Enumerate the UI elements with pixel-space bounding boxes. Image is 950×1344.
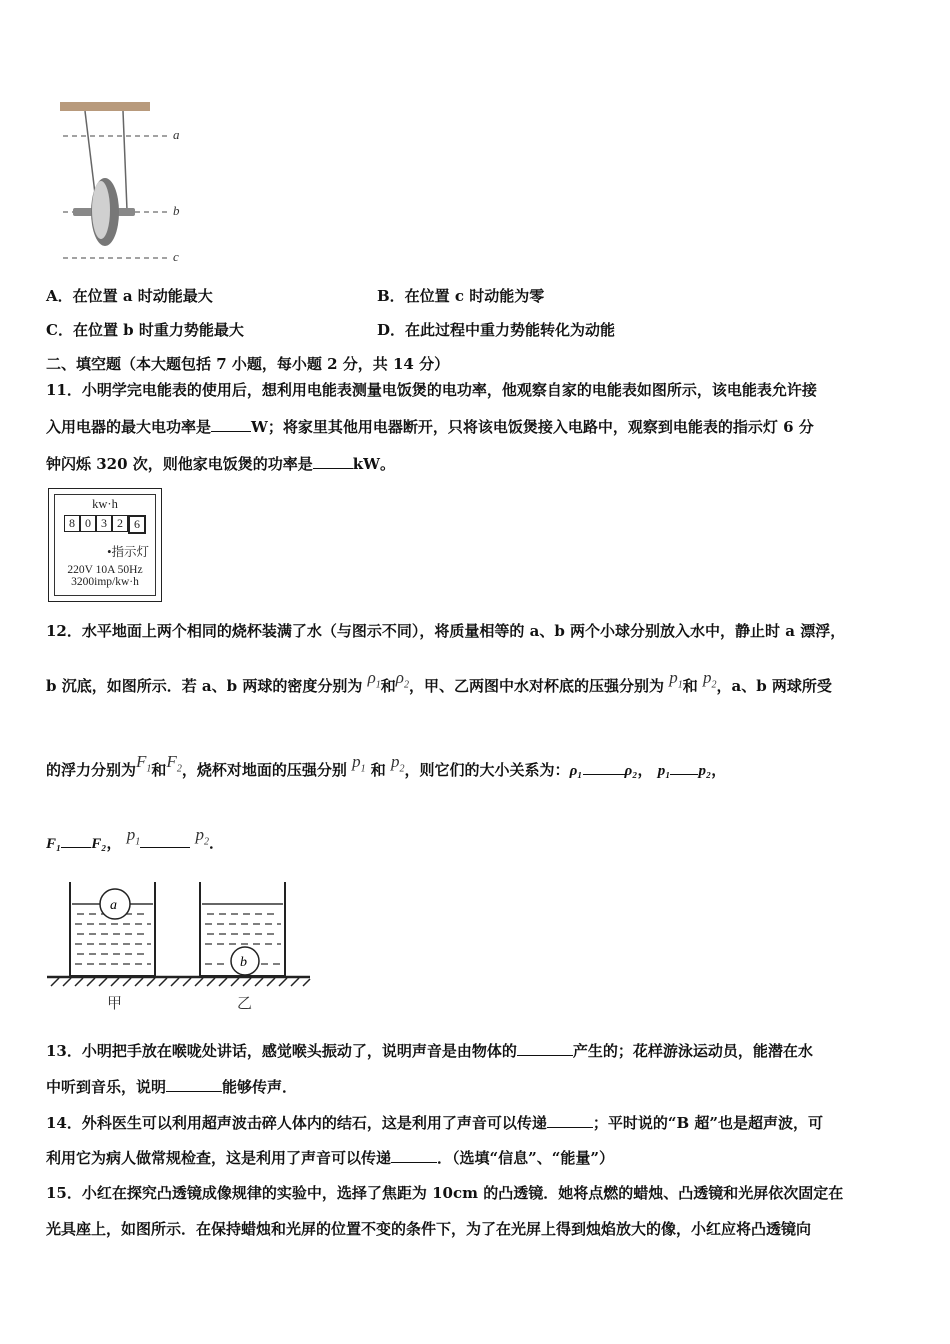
- meter-digit-decimal: 6: [128, 515, 146, 534]
- q12-line3: 的浮力分别为$F_1$和$F_2$，烧杯对地面的压强分别 $p_1$ 和 $p_2$，则它们的大小关系为：ρ₁ ρ₂， p₁ p₂，: [46, 752, 727, 779]
- q11-line1: 11．小明学完电能表的使用后，想利用电能表测量电饭煲的电功率，他观察自家的电能表如图所示，该电能表允许接: [46, 381, 817, 399]
- q15-line2: 光具座上，如图所示．在保持蜡烛和光屏的位置不变的条件下，为了在光屏上得到烛焰放大的像，小红应将凸透镜向: [46, 1220, 812, 1238]
- q11-line2: 入用电器的最大电功率是 W；将家里其他用电器断开，只将该电饭煲接入电路中，观察到电能表的指示灯 6 分: [46, 418, 814, 436]
- option-b: B．在位置 c 时动能为零: [377, 287, 545, 305]
- q11-blank1[interactable]: [211, 416, 251, 432]
- q14-blank2[interactable]: [391, 1147, 437, 1163]
- label-yi: 乙: [237, 994, 253, 1012]
- meter-unit: kw·h: [92, 497, 118, 511]
- label-b: b: [173, 203, 180, 218]
- ball-a-label: a: [110, 898, 117, 913]
- q13-blank2[interactable]: [166, 1076, 222, 1092]
- q12-line4: F₁ F₂， $p_1$ $p_2$．: [46, 825, 224, 852]
- q12-blank-p[interactable]: [670, 759, 698, 775]
- q14-line2: 利用它为病人做常规检查，这是利用了声音可以传递 ．（选填“信息”、“能量”）: [46, 1149, 615, 1167]
- label-jia: 甲: [107, 994, 123, 1012]
- beakers-figure: [45, 880, 315, 1015]
- meter-digit: 8: [64, 515, 80, 532]
- maxwell-wheel-figure: [55, 98, 195, 268]
- meter-digits: [55, 515, 155, 534]
- q13-blank1[interactable]: [517, 1040, 573, 1056]
- section-title: 二、填空题（本大题包括 7 小题，每小题 2 分，共 14 分）: [46, 355, 450, 373]
- q12-blank-rho[interactable]: [583, 759, 625, 775]
- label-c: c: [173, 249, 179, 264]
- meter-rate: 3200imp/kw·h: [71, 576, 139, 588]
- q12-blank-F[interactable]: [61, 832, 91, 848]
- q12-line2: b 沉底，如图所示．若 a、b 两球的密度分别为 $\rho_1$和$\rho_2$，甲、乙两图中水对杯底的压强分别为 $p_1$和 $p_2$，a、b 两球所受: [46, 668, 832, 695]
- q11-blank2[interactable]: [313, 453, 353, 469]
- wheel-face: [92, 181, 110, 239]
- electric-meter: [48, 488, 162, 602]
- meter-digit: 3: [96, 515, 112, 532]
- string-right: [123, 111, 127, 210]
- meter-digit: 0: [80, 515, 96, 532]
- option-d: D．在此过程中重力势能转化为动能: [377, 321, 616, 339]
- q13-line1: 13．小明把手放在喉咙处讲话，感觉喉头振动了，说明声音是由物体的 产生的；花样游泳运动员，能潜在水: [46, 1042, 813, 1060]
- q14-line1: 14．外科医生可以利用超声波击碎人体内的结石，这是利用了声音可以传递 ；平时说的“B 超”也是超声波，可: [46, 1114, 824, 1132]
- ball-b-label: b: [240, 955, 247, 970]
- water-lines-left: [75, 914, 151, 964]
- label-a: a: [173, 127, 180, 142]
- q14-blank1[interactable]: [547, 1112, 593, 1128]
- q12-blank-p-ground[interactable]: [140, 832, 190, 848]
- option-c: C．在位置 b 时重力势能最大: [46, 321, 244, 339]
- meter-spec: 220V 10A 50Hz: [67, 564, 143, 576]
- q11-line3: 钟闪烁 320 次，则他家电饭煲的功率是 kW。: [46, 455, 396, 473]
- q15-line1: 15．小红在探究凸透镜成像规律的实验中，选择了焦距为 10cm 的凸透镜．她将点燃的蜡烛、凸透镜和光屏依次固定在: [46, 1184, 844, 1202]
- meter-digit: 2: [112, 515, 128, 532]
- q12-line1: 12．水平地面上两个相同的烧杯装满了水（与图示不同），将质量相等的 a、b 两个小球分别放入水中，静止时 a 漂浮，: [46, 622, 846, 640]
- q13-line2: 中听到音乐，说明 能够传声．: [46, 1078, 298, 1096]
- ground-hatch: [51, 978, 310, 986]
- ceiling-bar: [60, 102, 150, 111]
- meter-indicator: •指示灯: [107, 545, 149, 559]
- option-a: A．在位置 a 时动能最大: [46, 287, 213, 305]
